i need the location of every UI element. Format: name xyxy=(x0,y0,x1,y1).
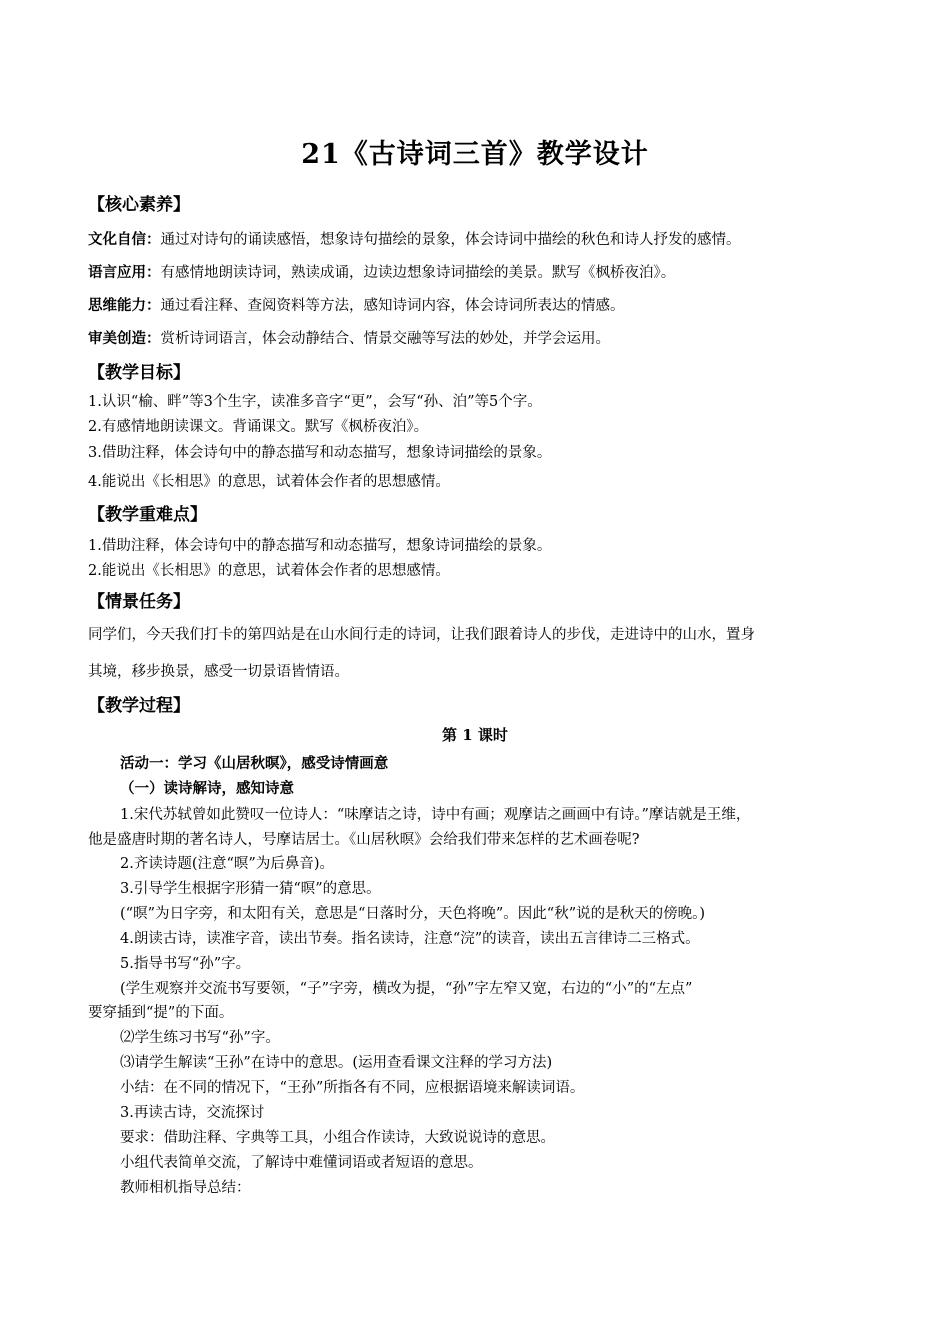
core-item xyxy=(88,294,625,315)
process-line: 小组代表简单交流，了解诗中难懂词语或者短语的意思。 xyxy=(120,1155,483,1171)
task-line: 其境，移步换景，感受一切景语皆情语。 xyxy=(88,664,349,680)
process-line: 教师相机指导总结： xyxy=(120,1180,251,1196)
goal-item: 3.借助注释，体会诗句中的静态描写和动态描写，想象诗词描绘的景象。 xyxy=(88,445,552,461)
section-heading-goals: 【教学目标】 xyxy=(88,363,190,383)
key-item: 1.借助注释，体会诗句中的静态描写和动态描写，想象诗词描绘的景象。 xyxy=(88,538,552,554)
process-line: 2.齐读诗题(注意“暝”为后鼻音)。 xyxy=(120,856,334,872)
section-heading-process: 【教学过程】 xyxy=(88,696,190,716)
process-line: 1.宋代苏轼曾如此赞叹一位诗人：“味摩诘之诗，诗中有画；观摩诘之画画中有诗。”摩诘就是王维， xyxy=(120,807,751,823)
core-item-text: 通过看注释、查阅资料等方法，感知诗词内容，体会诗词所表达的情感。 xyxy=(160,298,625,314)
core-item-text: 赏析诗词语言，体会动静结合、情景交融等写法的妙处，并学会运用。 xyxy=(160,331,610,347)
process-line: 5.指导书写“孙”字。 xyxy=(120,956,251,972)
section-heading-core: 【核心素养】 xyxy=(88,195,190,215)
document-title: 21《古诗词三首》教学设计 xyxy=(301,139,649,170)
process-line: 3.引导学生根据字形猜一猜“暝”的意思。 xyxy=(120,881,381,897)
section-heading-task: 【情景任务】 xyxy=(88,592,190,612)
core-item-label: 语言应用： xyxy=(88,264,161,281)
goal-item: 1.认识“榆、畔”等3个生字，读准多音字“更”，会写“孙、泊”等5个字。 xyxy=(88,394,542,410)
goal-item: 4.能说出《长相思》的意思，试着体会作者的思想感情。 xyxy=(88,474,450,490)
activity-title: 活动一：学习《山居秋暝》，感受诗情画意 xyxy=(120,755,389,772)
section-heading-key: 【教学重难点】 xyxy=(88,505,207,525)
process-line: ⑵学生练习书写“孙”字。 xyxy=(120,1030,280,1046)
process-line: 小结：在不同的情况下，“王孙”所指各有不同，应根据语境来解读词语。 xyxy=(120,1080,585,1096)
key-item: 2.能说出《长相思》的意思，试着体会作者的思想感情。 xyxy=(88,563,450,579)
process-line: (学生观察并交流书写要领，“子”字旁，横改为提，“孙”字左窄又宽，右边的“小”的“左点” xyxy=(120,981,693,997)
process-line: 要求：借助注释、字典等工具，小组合作读诗，大致说说诗的意思。 xyxy=(120,1130,555,1146)
process-line: 要穿插到“提”的下面。 xyxy=(88,1005,234,1021)
lesson-title: 第 1 课时 xyxy=(442,726,508,744)
task-line: 同学们，今天我们打卡的第四站是在山水间行走的诗词，让我们跟着诗人的步伐，走进诗中的山水，置身 xyxy=(88,627,755,643)
core-item-label: 审美创造： xyxy=(88,330,161,347)
core-item-label: 文化自信： xyxy=(88,231,161,248)
process-line: 他是盛唐时期的著名诗人，号摩诘居士。《山居秋暝》会给我们带来怎样的艺术画卷呢? xyxy=(88,832,640,848)
process-line: 3.再读古诗，交流探讨 xyxy=(120,1105,265,1121)
core-item-label: 思维能力： xyxy=(88,297,161,314)
sub-section-title: （一）读诗解诗，感知诗意 xyxy=(120,780,294,797)
core-item xyxy=(88,261,675,282)
core-item-text: 通过对诗句的诵读感悟，想象诗句描绘的景象，体会诗词中描绘的秋色和诗人抒发的感情。 xyxy=(160,232,741,248)
core-item xyxy=(88,228,741,249)
core-item xyxy=(88,327,610,348)
process-line: (“暝”为日字旁，和太阳有关，意思是“日落时分，天色将晚”。因此“秋”说的是秋天的傍晚。) xyxy=(120,906,706,922)
process-line: ⑶请学生解读“王孙”在诗中的意思。(运用查看课文注释的学习方法) xyxy=(120,1055,553,1071)
core-item-text: 有感情地朗读诗词，熟读成诵，边读边想象诗词描绘的美景。默写《枫桥夜泊》。 xyxy=(160,265,676,281)
process-line: 4.朗读古诗，读准字音，读出节奏。指名读诗，注意“浣”的读音，读出五言律诗二三格式。 xyxy=(120,931,700,947)
goal-item: 2.有感情地朗读课文。背诵课文。默写《枫桥夜泊》。 xyxy=(88,419,429,435)
